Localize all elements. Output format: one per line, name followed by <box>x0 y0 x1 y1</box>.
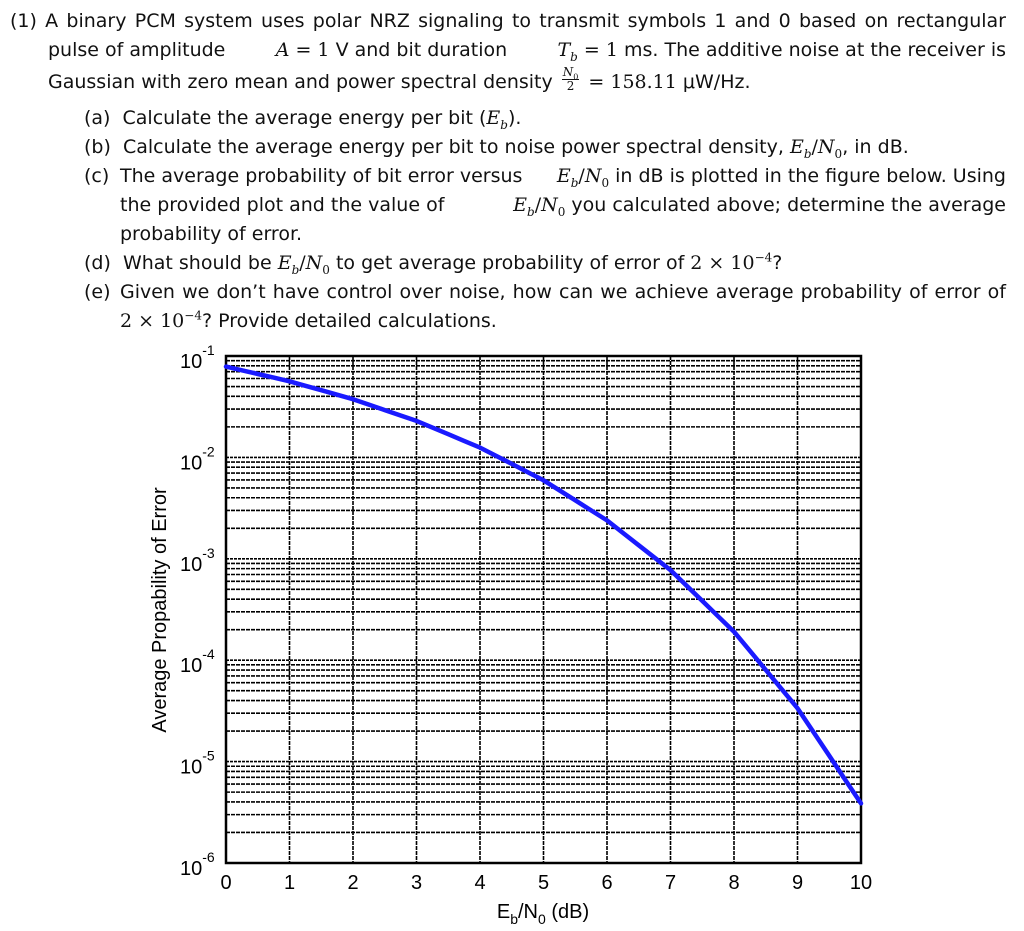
problem-intro-line-2: pulse of amplitude A = 1 V and bit duration $T_b = 1$ ms. The additive noise at the receiver is <box>48 39 1006 64</box>
part-c-line-2: the provided plot and the value of $E_b/N_0$ you calculated above; determine the average <box>120 194 1006 219</box>
part-e-line-1: Given we don’t have control over noise, how can we achieve average probability of error of <box>120 281 1006 303</box>
x-tick-label: 10 <box>849 872 873 894</box>
y-axis-tick-labels <box>180 342 215 880</box>
x-axis-label: $E_b/N_0$ (dB) <box>496 901 590 927</box>
part-d-label: (d) <box>84 252 111 274</box>
x-tick-label: 5 <box>537 872 550 894</box>
x-tick-label: 8 <box>728 872 740 894</box>
part-a-label: (a) <box>84 107 111 129</box>
problem-intro-line-3: Gaussian with zero mean and power spectral density $\frac{N_0}{2}$ = 158.11 μW/Hz. <box>48 65 751 93</box>
part-c-line-1: The average probability of bit error versus $E_b/N_0$ in dB is plotted in the figure below. Using <box>120 165 1006 190</box>
part-b: (b) Calculate the average energy per bit to noise power spectral density, $E_b/N_0$, in dB. <box>84 136 909 161</box>
part-a: (a) Calculate the average energy per bit $(E_b)$. <box>84 107 522 132</box>
x-tick-label: 9 <box>791 872 804 894</box>
y-tick-label: $10^{-1}$ <box>180 342 215 373</box>
x-axis-tick-labels <box>220 872 872 894</box>
problem-number: (1) <box>10 10 37 32</box>
x-tick-label: 7 <box>664 872 677 894</box>
y-tick-label: $10^{-5}$ <box>180 747 215 779</box>
n0-over-2-fraction: $\frac{N_0}{2}$ <box>562 65 579 93</box>
x-tick-label: 3 <box>410 872 423 894</box>
x-tick-label: 2 <box>347 872 359 894</box>
part-e-line-2: $2 \times 10^{-4}$? Provide detailed calculations. <box>120 308 497 332</box>
part-c-label: (c) <box>84 165 110 187</box>
y-tick-label: $10^{-2}$ <box>180 443 215 475</box>
x-tick-label: 6 <box>601 872 613 894</box>
y-tick-label: $10^{-3}$ <box>180 544 215 576</box>
part-d: (d) What should be $E_b/N_0$ to get average probability of error of $2 \times 10^{-4}$? <box>84 250 783 277</box>
y-tick-label: $10^{-4}$ <box>180 646 215 678</box>
part-c-line-3: probability of error. <box>120 223 303 245</box>
problem-intro-line-1: (1) A binary PCM system uses polar NRZ signaling to transmit symbols 1 and 0 based on rectangular <box>10 10 1006 32</box>
part-b-label: (b) <box>84 136 111 158</box>
part-e-label: (e) <box>84 281 111 303</box>
x-tick-label: 4 <box>474 872 486 894</box>
chart-grid <box>226 356 861 863</box>
y-tick-label: $10^{-6}$ <box>180 849 215 880</box>
x-tick-label: 1 <box>283 872 296 894</box>
x-tick-label: 0 <box>220 872 232 894</box>
y-axis-label: Average Propability of Error <box>149 487 171 733</box>
